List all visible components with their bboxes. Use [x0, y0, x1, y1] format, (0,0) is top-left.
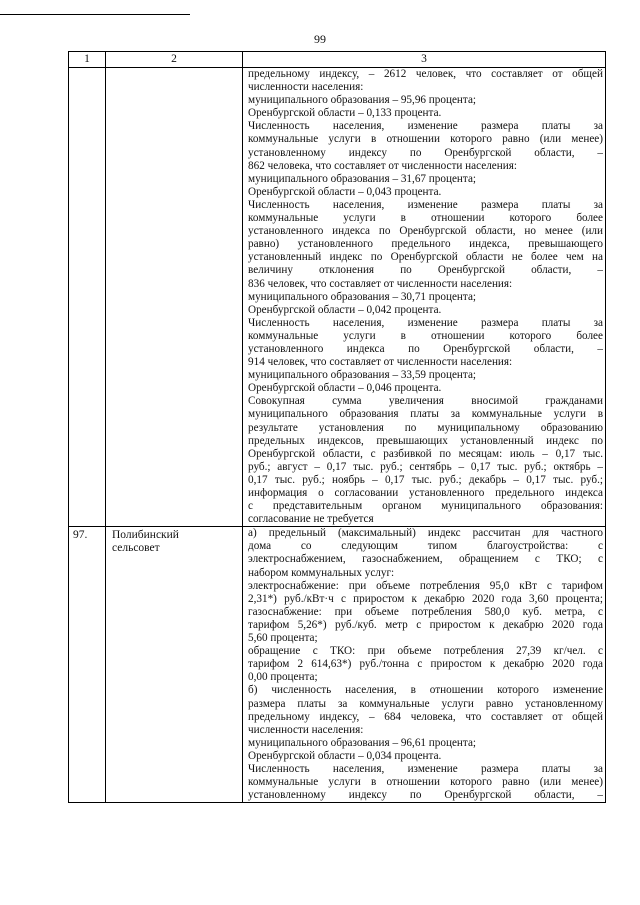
table-row-97	[69, 527, 606, 803]
text-line: Оренбургской области – 0,034 процента.	[248, 749, 442, 762]
text-line: установленный индекс по Оренбургской области не более чем на	[248, 251, 603, 264]
text-line: тарифом 5,26*) руб./куб. метр с приростом к декабрю 2020 года	[248, 618, 603, 631]
text-line: 862 человека, что составляет от численности населения:	[248, 159, 517, 172]
text-line: Оренбургской области, с разбивкой по месяцам: июль – 0,17 тыс.	[248, 447, 603, 460]
text-line: руб.; август – 0,17 тыс. руб.; сентябрь – 0,17 тыс. руб.; октябрь –	[248, 460, 603, 473]
row-text-cell	[243, 527, 606, 803]
text-line: 0,17 тыс. руб.; ноябрь – 0,17 тыс. руб.; декабрь – 0,17 тыс. руб.;	[248, 473, 603, 486]
text-line: предельному индексу, – 2612 человек, что составляет от общей	[248, 68, 603, 80]
text-line: 2,31*) руб./кВт·ч с приростом к декабрю 2020 года 3,60 процента;	[248, 592, 603, 605]
top-rule	[0, 14, 190, 15]
text-line: Численность населения, изменение размера платы за	[248, 762, 603, 775]
table-header-row	[69, 52, 606, 68]
text-line: установленного индекса по Оренбургской области, –	[248, 342, 603, 355]
row-number-cell: 97.	[69, 527, 106, 803]
text-line: с представительным органом муниципального образования:	[248, 500, 603, 513]
text-line: размера платы за коммунальные услуги равно установленному	[248, 697, 603, 710]
text-line: 0,00 процента;	[248, 671, 318, 684]
text-line: равно) установленного предельного индекса, превышающего	[248, 238, 603, 251]
header-col-1: 1	[69, 52, 106, 68]
row-name-cell	[106, 68, 243, 527]
text-line: величину отклонения по Оренбургской области, –	[248, 264, 603, 277]
text-line: коммунальные услуги в отношении которого более	[248, 212, 603, 225]
text-line: Оренбургской области – 0,133 процента.	[248, 107, 442, 120]
text-lines	[248, 527, 603, 802]
text-line: электроснабжением, газоснабжением, обращением с ТКО; с	[248, 553, 603, 566]
text-line: коммунальные услуги в отношении которого более	[248, 329, 603, 342]
text-line: Оренбургской области – 0,043 процента.	[248, 185, 442, 198]
text-line: муниципального образования – 95,96 процента;	[248, 94, 477, 107]
text-lines	[248, 68, 603, 526]
text-line: муниципального образования – 31,67 процента;	[248, 172, 477, 185]
text-line: обращение с ТКО: при объеме потребления 27,39 кг/чел. с	[248, 645, 603, 658]
text-line: численности населения:	[248, 81, 364, 94]
text-line: результате установления по муниципальному образованию	[248, 421, 603, 434]
text-line: согласование не требуется	[248, 513, 374, 526]
text-line: установленному индексу по Оренбургской области, –	[248, 789, 603, 802]
text-line: муниципального образования – 96,61 процента;	[248, 736, 477, 749]
text-line: Численность населения, изменение размера платы за	[248, 120, 603, 133]
text-line: 5,60 процента;	[248, 632, 318, 645]
text-line: информация о согласовании установленного предельного индекса	[248, 487, 603, 499]
table-row-previous	[69, 68, 606, 527]
municipality-name-line2: сельсовет	[112, 542, 160, 555]
text-line: Оренбургской области – 0,046 процента.	[248, 382, 442, 395]
text-line: численности населения:	[248, 723, 364, 736]
text-line: установленного индекса по Оренбургской области, но менее (или	[248, 225, 603, 238]
text-line: 836 человек, что составляет от численности населения:	[248, 277, 513, 290]
text-line: электроснабжение: при объеме потребления 95,0 кВт с тарифом	[248, 579, 603, 592]
text-line: тарифом 2 614,63*) руб./тонна с приростом к декабрю 2020 года	[248, 658, 603, 671]
row-name-cell	[106, 527, 243, 803]
text-line: коммунальные услуги в отношении которого равно (или менее)	[248, 776, 603, 789]
text-line: предельному индексу, – 684 человека, что составляет от общей	[248, 710, 603, 723]
text-line: а) предельный (максимальный) индекс рассчитан для частного	[248, 527, 603, 540]
page-number: 99	[314, 32, 326, 46]
data-table	[68, 51, 606, 803]
text-line: дома со следующим типом благоустройства: с	[248, 540, 603, 553]
text-line: муниципального образования платы за коммунальные услуги в	[248, 408, 603, 421]
header-col-2: 2	[106, 52, 243, 68]
text-line: Численность населения, изменение размера платы за	[248, 316, 603, 329]
text-line: муниципального образования – 33,59 процента;	[248, 369, 477, 382]
text-line: установленному индексу по Оренбургской области, –	[248, 146, 603, 159]
text-line: Оренбургской области – 0,042 процента.	[248, 303, 442, 316]
text-line: б) численность населения, в отношении которого изменение	[248, 684, 603, 697]
text-line: 914 человек, что составляет от численности населения:	[248, 356, 513, 369]
row-text-cell	[243, 68, 606, 527]
text-line: коммунальные услуги в отношении которого равно (или менее)	[248, 133, 603, 146]
text-line: набором коммунальных услуг:	[248, 566, 395, 579]
text-line: муниципального образования – 30,71 процента;	[248, 290, 477, 303]
text-line: предельных индексов, превышающих установленный индекс по	[248, 434, 603, 447]
row-number-cell	[69, 68, 106, 527]
text-line: Совокупная сумма увеличения вносимой гражданами	[248, 395, 603, 408]
municipality-name-line1: Полибинский	[112, 529, 179, 542]
header-col-3: 3	[243, 52, 606, 68]
text-line: газоснабжение: при объеме потребления 580,0 куб. метра, с	[248, 605, 603, 618]
text-line: Численность населения, изменение размера платы за	[248, 198, 603, 211]
